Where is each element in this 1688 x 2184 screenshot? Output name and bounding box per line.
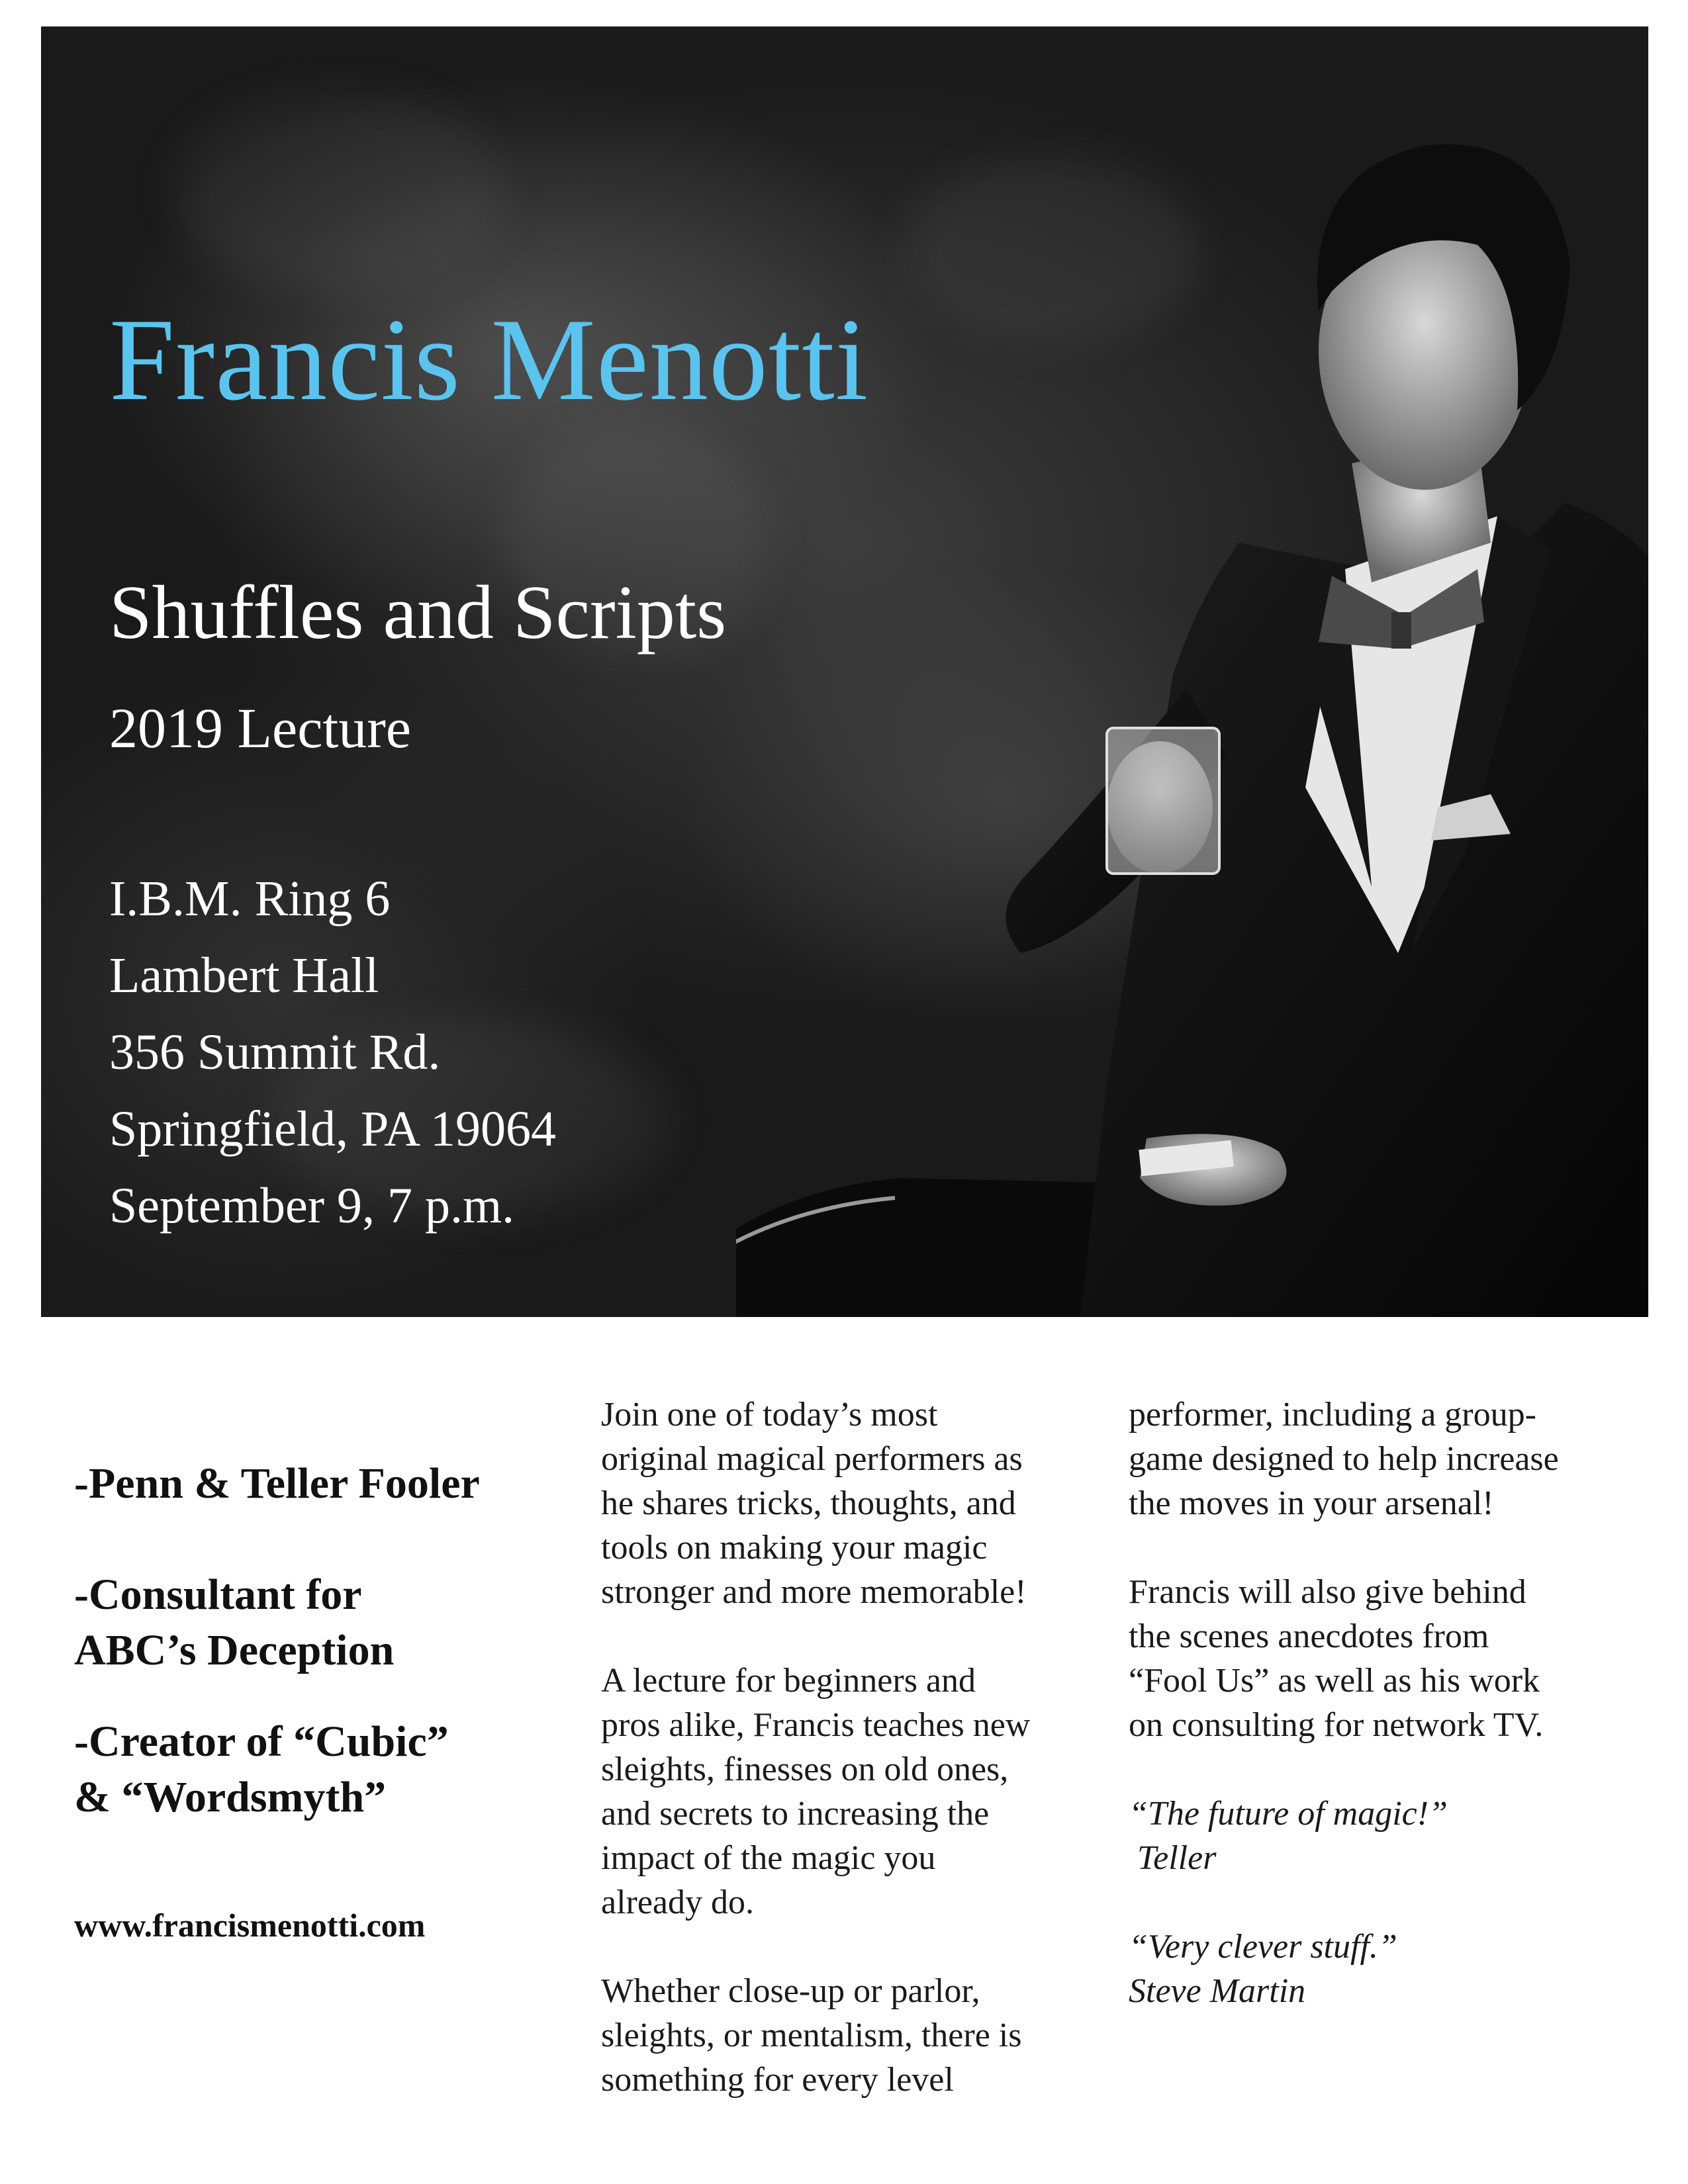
text-line: sleights, or mentalism, there is xyxy=(601,2017,1022,2054)
scope-paragraph xyxy=(601,1969,1030,2102)
audience-paragraph xyxy=(601,1659,1030,1925)
text-line: Francis will also give behind xyxy=(1129,1573,1526,1611)
lecture-subtitle: Shuffles and Scripts xyxy=(109,570,727,655)
text-line: something for every level xyxy=(601,2061,954,2099)
testimonial-teller xyxy=(1129,1792,1559,1880)
performer-paragraph xyxy=(1129,1392,1559,1525)
text-line: sleights, finesses on old ones, xyxy=(601,1751,1009,1788)
intro-paragraph xyxy=(601,1392,1030,1614)
hero-banner xyxy=(41,26,1648,1317)
highlight-fooler: -Penn & Teller Fooler xyxy=(74,1459,480,1508)
text-line: “Fool Us” as well as his work xyxy=(1129,1662,1540,1700)
performer-photo xyxy=(736,93,1648,1317)
text-line: Whether close-up or parlor, xyxy=(601,1972,980,2010)
description-column-1 xyxy=(601,1392,1030,2146)
website-link[interactable]: www.francismenotti.com xyxy=(74,1907,426,1944)
quote-text: “Very clever stuff.” xyxy=(1129,1928,1397,1966)
highlight-consultant-1: -Consultant for xyxy=(74,1570,362,1619)
text-line: the scenes anecdotes from xyxy=(1129,1617,1489,1655)
details-ring: I.B.M. Ring 6 xyxy=(109,871,391,927)
text-line: game designed to help increase xyxy=(1129,1440,1559,1478)
testimonial-steve-martin xyxy=(1129,1925,1559,2013)
event-title: Francis Menotti xyxy=(109,294,869,425)
text-line: already do. xyxy=(601,1884,755,1921)
details-date: September 9, 7 p.m. xyxy=(109,1178,515,1234)
lecture-year: 2019 Lecture xyxy=(109,696,412,760)
details-venue: Lambert Hall xyxy=(109,948,379,1003)
details-city: Springfield, PA 19064 xyxy=(109,1101,556,1157)
text-line: original magical performers as xyxy=(601,1440,1023,1478)
text-line: performer, including a group- xyxy=(1129,1396,1536,1433)
text-line: stronger and more memorable! xyxy=(601,1573,1027,1611)
anecdotes-paragraph xyxy=(1129,1570,1559,1747)
highlight-creator-2: & “Wordsmyth” xyxy=(74,1773,387,1821)
text-line: the moves in your arsenal! xyxy=(1129,1484,1494,1522)
background-texture xyxy=(173,93,504,291)
highlight-creator-1: -Creator of “Cubic” xyxy=(74,1717,449,1766)
text-line: tools on making your magic xyxy=(601,1529,988,1567)
text-line: Join one of today’s most xyxy=(601,1396,938,1433)
quote-text: “The future of magic!” xyxy=(1129,1795,1448,1833)
details-street: 356 Summit Rd. xyxy=(109,1024,441,1080)
text-line: A lecture for beginners and xyxy=(601,1662,976,1700)
description-column-2 xyxy=(1129,1392,1559,2058)
text-line: impact of the magic you xyxy=(601,1839,936,1877)
text-line: he shares tricks, thoughts, and xyxy=(601,1484,1016,1522)
text-line: and secrets to increasing the xyxy=(601,1795,990,1833)
quote-attribution: Steve Martin xyxy=(1129,1972,1306,2010)
quote-attribution: Teller xyxy=(1129,1839,1217,1877)
text-line: on consulting for network TV. xyxy=(1129,1706,1544,1744)
event-details xyxy=(109,860,556,1244)
text-line: pros alike, Francis teaches new xyxy=(601,1706,1031,1744)
highlight-consultant-2: ABC’s Deception xyxy=(74,1626,395,1674)
